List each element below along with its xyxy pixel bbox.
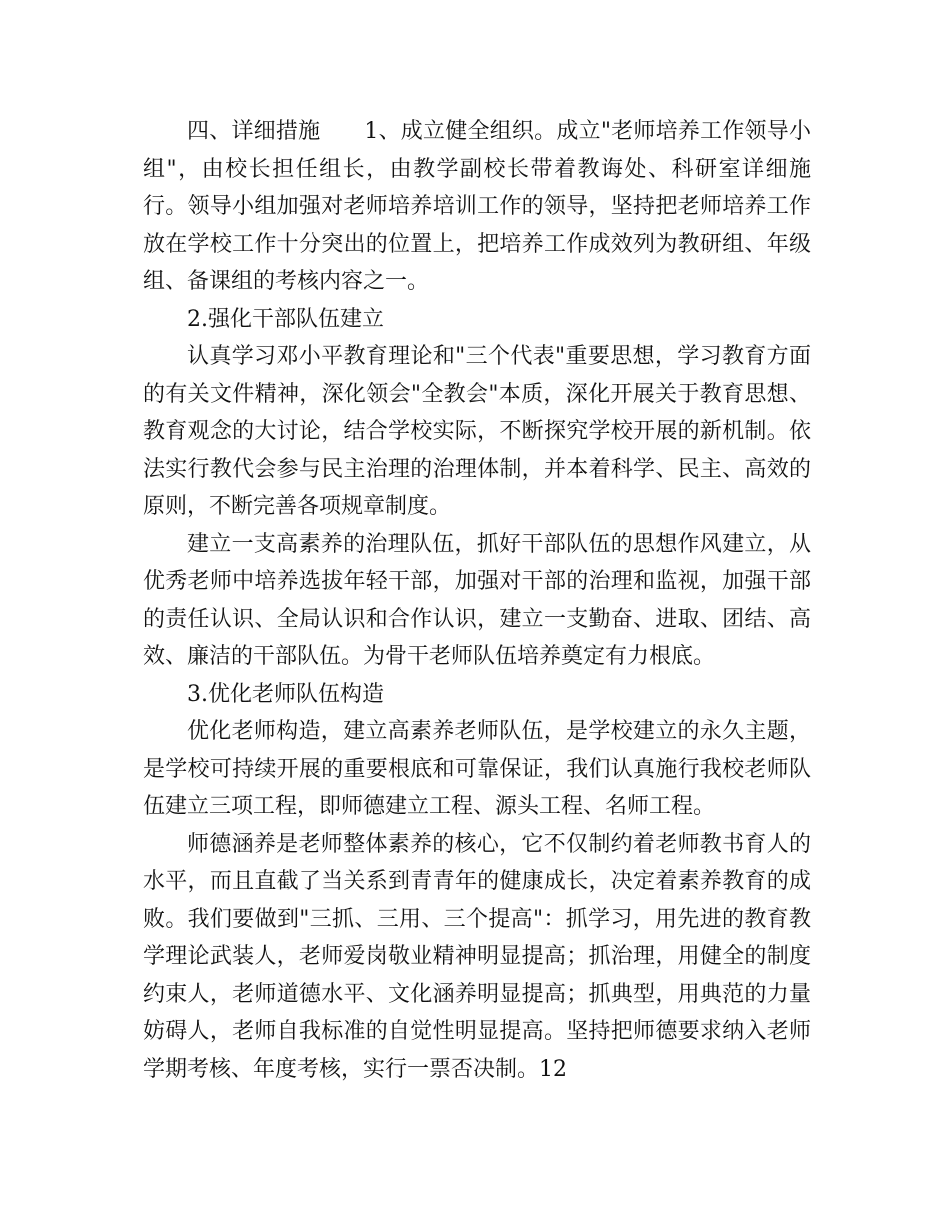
paragraph-7: 师德涵养是老师整体素养的核心，它不仅制约着老师教书育人的水平，而且直截了当关系到青青年的健康成长，决定着素养教育的成败。我们要做到"三抓、三用、三个提高"：抓学习，用先进的教育教学理论武装人，老师爱岗敬业精神明显提高；抓治理，用健全的制度约束人，老师道德水平、文化涵养明显提高；抓典型，用典范的力量妨碍人，老师自我标准的自觉性明显提高。坚持把师德要求纳入老师学期考核、年度考核，实行一票否决制。12 (143, 831, 811, 1082)
paragraph-1-text: 1、成立健全组织。成立"老师培养工作领导小组"，由校长担任组长，由教学副校长带着教诲处、科研室详细施行。领导小组加强对老师培养培训工作的领导，坚持把老师培养工作放在学校工作十分突出的位置上，把培养工作成效列为教研组、年级组、备课组的考核内容之一。 (143, 119, 811, 294)
document-body (143, 113, 811, 1088)
paragraph-1 (143, 113, 811, 301)
subheading-2: 2.强化干部队伍建立 (187, 306, 384, 332)
paragraph-3: 认真学习邓小平教育理论和"三个代表"重要思想，学习教育方面的有关文件精神，深化领会"全教会"本质，深化开展关于教育思想、教育观念的大讨论，结合学校实际，不断探究学校开展的新机制。依法实行教代会参与民主治理的治理体制，并本着科学、民主、高效的原则，不断完善各项规章制度。 (143, 344, 811, 519)
paragraph-6: 优化老师构造，建立高素养老师队伍，是学校建立的永久主题，是学校可持续开展的重要根底和可靠保证，我们认真施行我校老师队伍建立三项工程，即师德建立工程、源头工程、名师工程。 (143, 719, 811, 819)
subheading-3: 3.优化老师队伍构造 (187, 681, 384, 707)
paragraph-4: 建立一支高素养的治理队伍，抓好干部队伍的思想作风建立，从优秀老师中培养选拔年轻干部，加强对干部的治理和监视，加强干部的责任认识、全局认识和合作认识，建立一支勤奋、进取、团结、高效、廉洁的干部队伍。为骨干老师队伍培养奠定有力根底。 (143, 531, 811, 669)
section-title: 四、详细措施 (187, 119, 321, 144)
